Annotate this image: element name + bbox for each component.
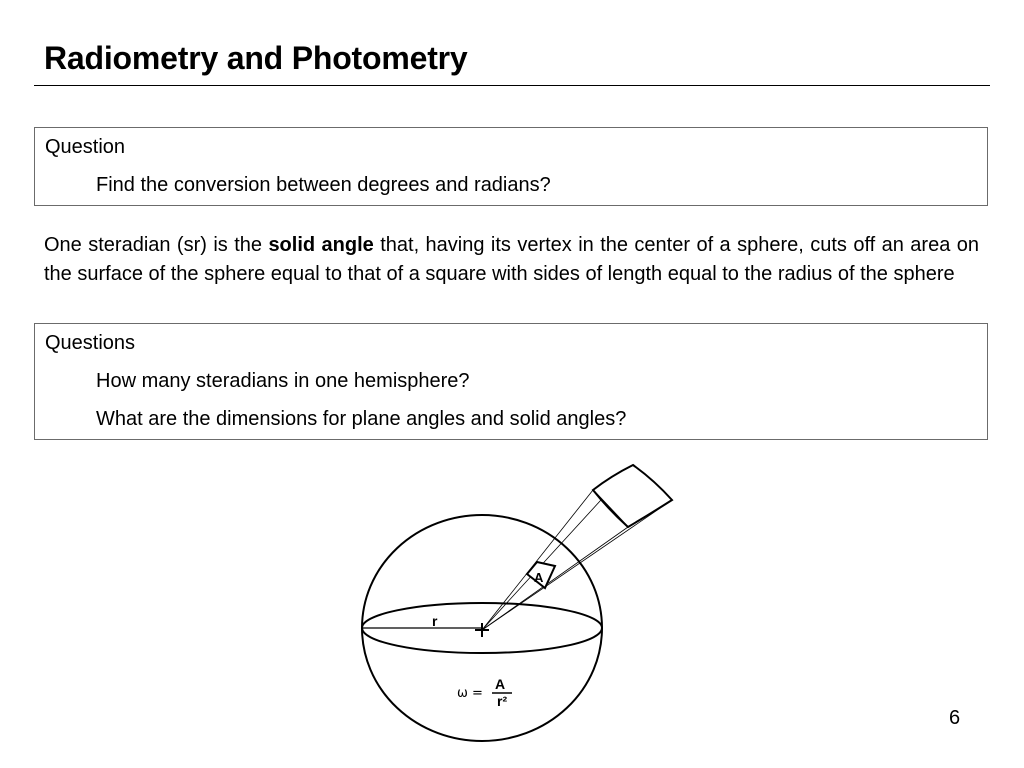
- question-item: Find the conversion between degrees and radians?: [96, 174, 551, 196]
- formula-denominator: r²: [497, 693, 508, 709]
- formula-lhs: ω =: [457, 686, 483, 701]
- definition-bold-term: solid angle: [268, 234, 374, 256]
- title-divider: [34, 85, 990, 86]
- cone-line-1: [482, 490, 593, 630]
- outer-cap-patch: [593, 465, 672, 527]
- solid-angle-diagram: [340, 455, 700, 745]
- page-number: 6: [949, 707, 961, 729]
- questions-item-2: What are the dimensions for plane angles and solid angles?: [96, 408, 627, 430]
- definition-text-start: One steradian (sr) is the: [44, 234, 269, 256]
- cone-line-4: [482, 500, 672, 630]
- questions-heading: Questions: [45, 332, 136, 354]
- question-box: [34, 127, 988, 206]
- definition-text-end: that, having its vertex in the center of a sphere, cuts off an area on the surface of the sphere equal to that of a square with sides of length equal to the radius of the sphere: [44, 234, 980, 285]
- radius-label: r: [432, 613, 438, 629]
- questions-box: [34, 323, 988, 440]
- question-heading: Question: [45, 136, 126, 158]
- steradian-definition: [44, 231, 979, 289]
- slide-title: Radiometry and Photometry: [44, 40, 468, 76]
- formula-numerator: A: [495, 676, 506, 692]
- questions-item-1: How many steradians in one hemisphere?: [96, 370, 470, 392]
- area-label: A: [534, 570, 544, 585]
